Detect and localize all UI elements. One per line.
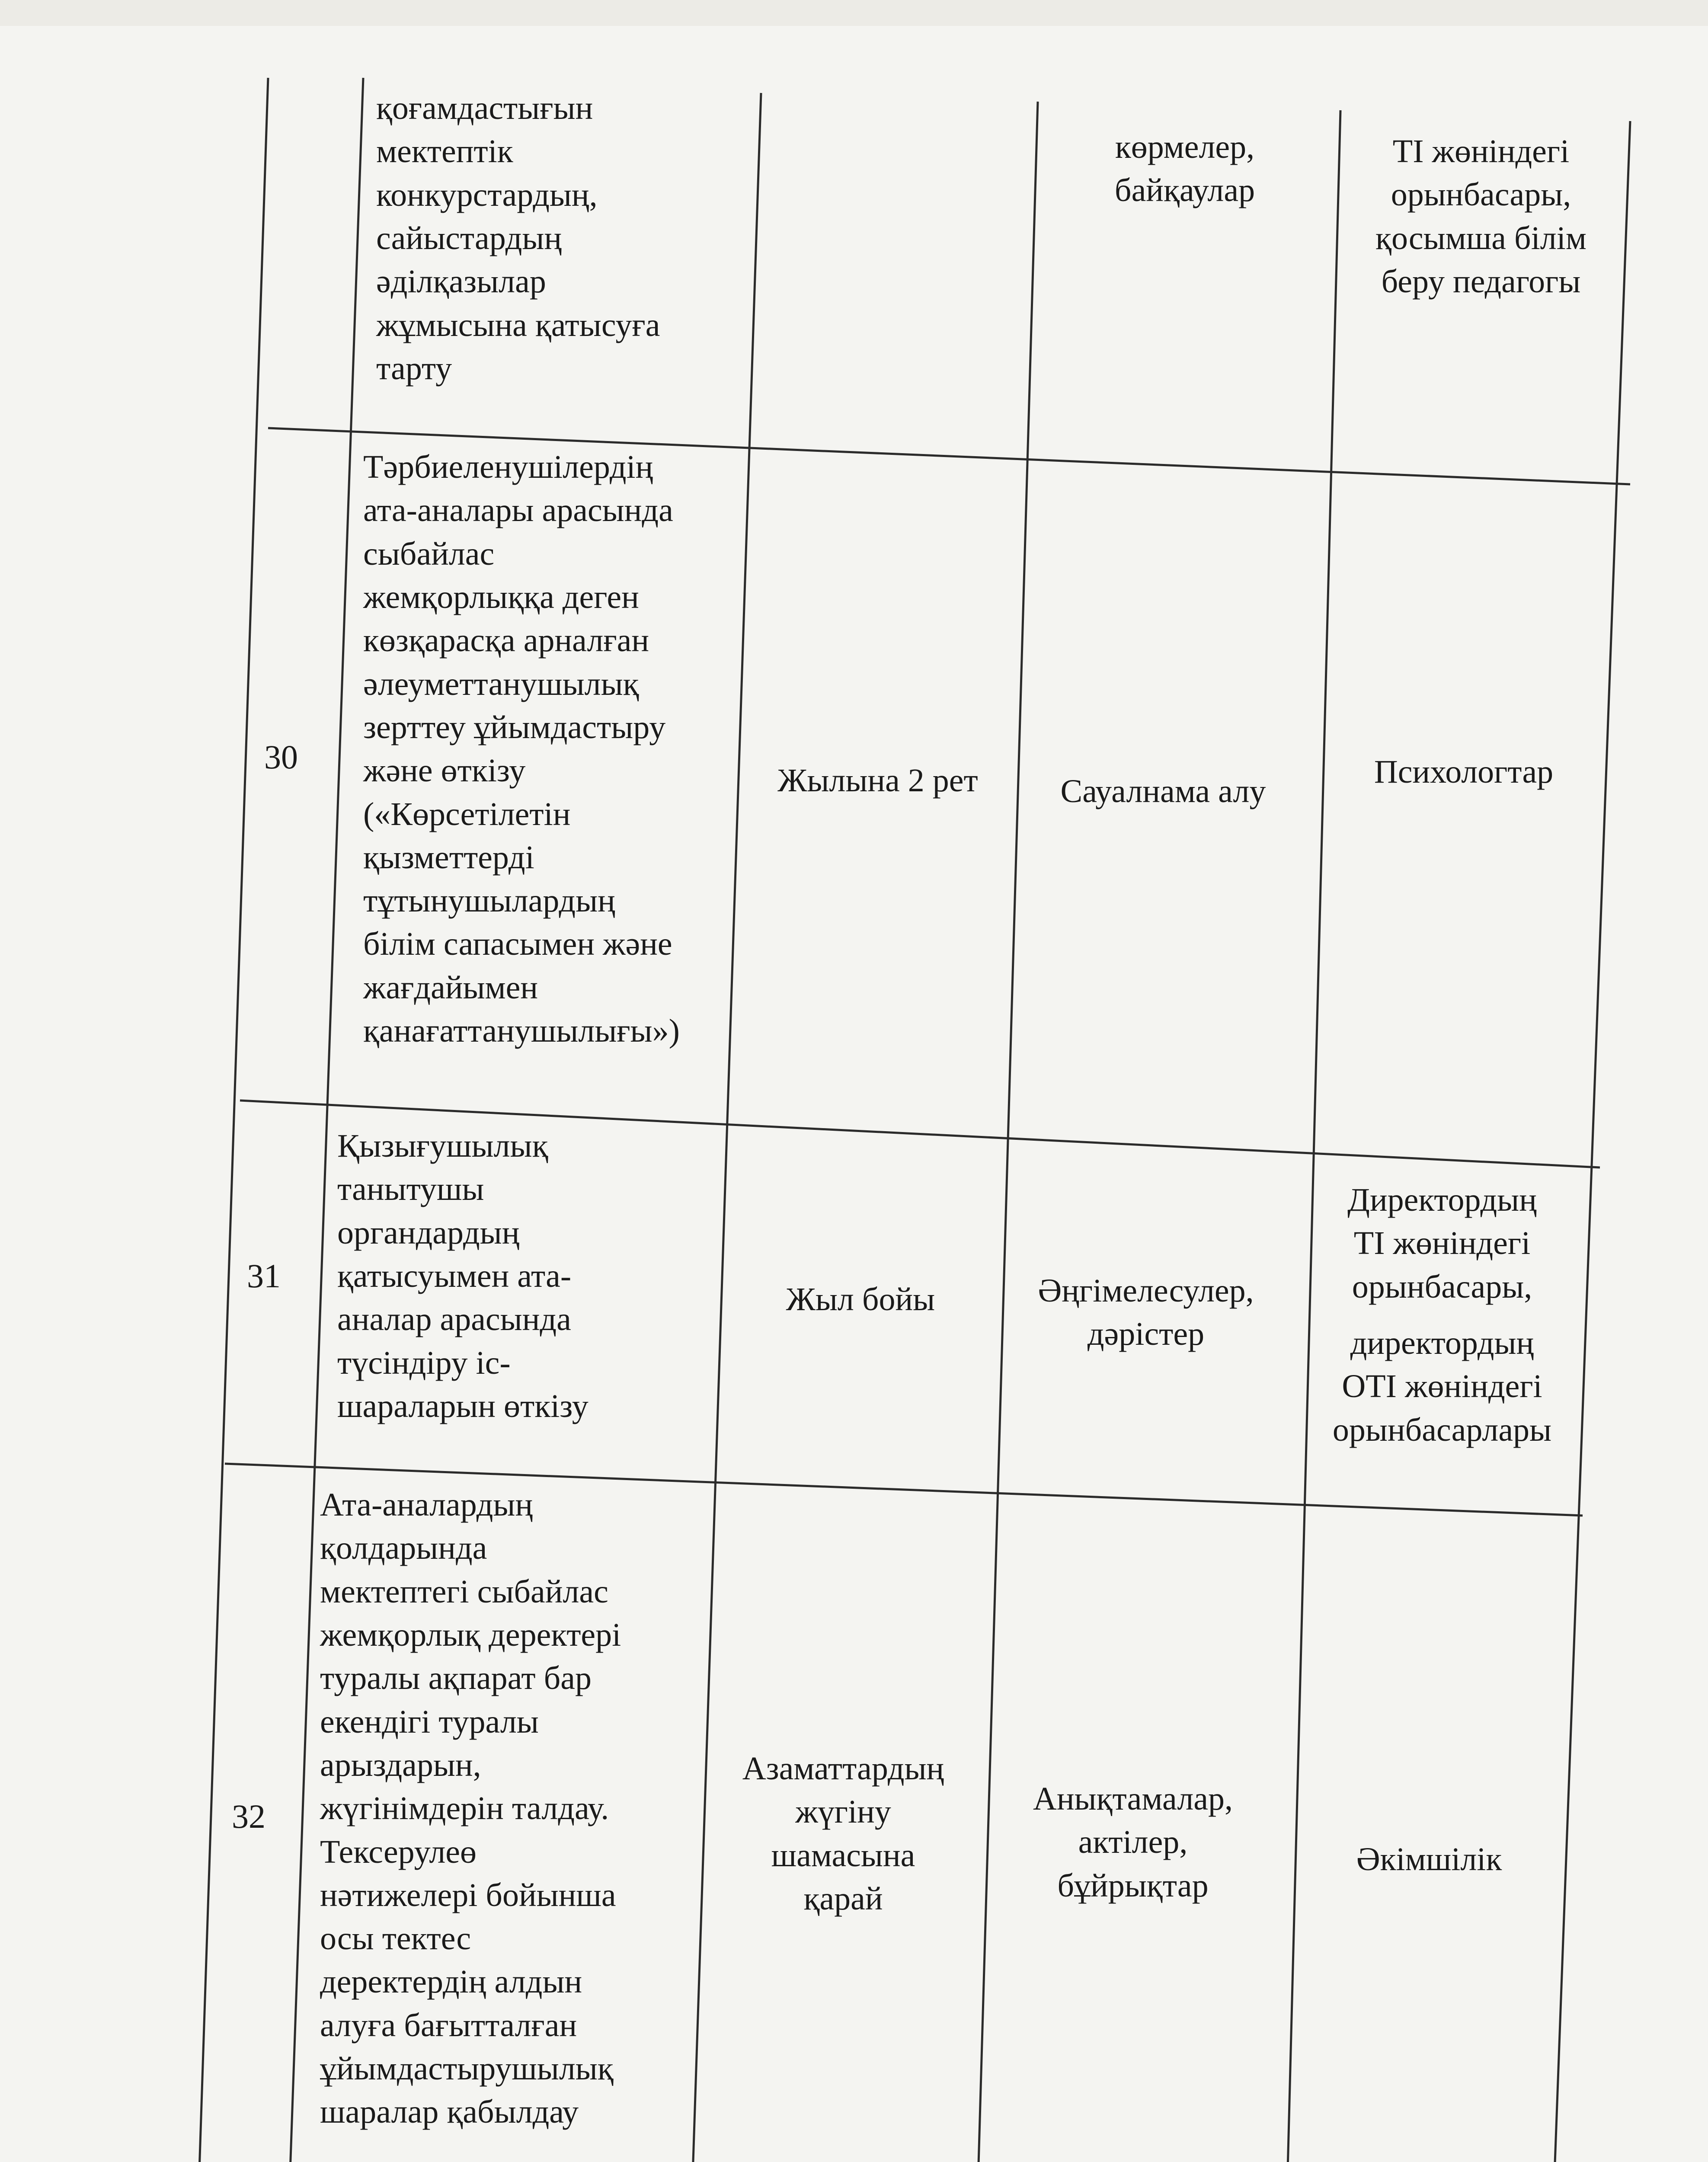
row-1-activity: қоғамдастығын мектептік конкурстардың, сайыстардың әділқазылар жұмысына қатысуға тарту	[376, 90, 660, 387]
row-31-activity: Қызығушылық танытушы органдардың қатысуымен ата- аналар арасында түсіндіру іс- шараларын өткізу	[337, 1128, 589, 1424]
row-1-form: көрмелер, байқаулар	[1114, 129, 1255, 209]
row-30-responsible: Психологтар	[1374, 754, 1554, 790]
row-31-form: Әңгімелесулер, дәрістер	[1038, 1273, 1254, 1353]
row-31-responsible: Директордың ТІ жөніндегі орынбасары, директордың ОТІ жөніндегі орынбасарлары	[1332, 1182, 1552, 1448]
row-31-period: Жыл бойы	[786, 1281, 935, 1318]
row-32-activity: Ата-аналардың қолдарында мектептегі сыбайлас жемқорлық деректері туралы ақпарат бар екендігі туралы арыздарын, жүгінімдерін талдау. Тексерулеө нәтижелері бойынша осы тектес деректердің алдын алуға бағытталған ұйымдастырушылық шаралар қабылдау	[320, 1487, 621, 2130]
row-31-number: 31	[247, 1257, 281, 1295]
row-32-number: 32	[232, 1797, 265, 1835]
row-30-activity: Тәрбиеленушілердің ата-аналары арасында сыбайлас жемқорлыққа деген көзқарасқа арналған әлеуметтанушылық зерттеу ұйымдастыру және өткізу («Көрсетілетін қызметтерді тұтынушылардың білім сапасымен және жағдайымен қанағаттанушылығы»)	[363, 449, 680, 1049]
row-30-form: Сауалнама алу	[1060, 773, 1266, 809]
row-32-form: Анықтамалар, актілер, бұйрықтар	[1033, 1781, 1233, 1904]
row-32-responsible: Әкімшілік	[1356, 1841, 1502, 1877]
row-30-period: Жылына 2 рет	[777, 762, 978, 799]
row-30-number: 30	[264, 738, 298, 776]
row-1-responsible: ТІ жөніндегі орынбасары, қосымша білім беру педагогы	[1375, 133, 1586, 300]
row-32-period: Азаматтардың жүгіну шамасына қарай	[742, 1750, 944, 1917]
